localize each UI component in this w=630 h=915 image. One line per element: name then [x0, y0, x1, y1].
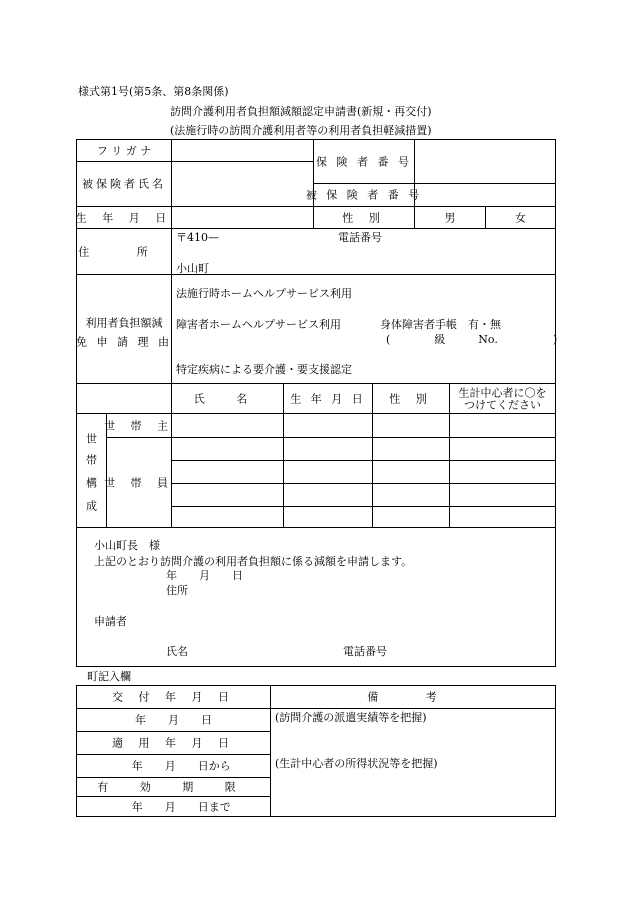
- birth-label: 生 年 月 日: [75, 211, 173, 224]
- applicant-label: 申請者: [94, 615, 127, 628]
- male-label: 男: [444, 211, 456, 224]
- insurer-no-label: 保 険 者 番 号: [316, 155, 412, 168]
- household-head-label-cell: [106, 413, 172, 438]
- household-col-sex: [372, 383, 450, 414]
- remark-1: (訪問介護の派遣実績等を把握): [275, 711, 427, 724]
- postal-code: 〒410—: [176, 231, 219, 244]
- household-mark-input[interactable]: [449, 437, 556, 461]
- household-sex-input[interactable]: [372, 483, 450, 507]
- applicant-address-label: 住所: [166, 584, 188, 597]
- issue-date-value: 年 月 日: [135, 713, 212, 727]
- household-col-mark: [449, 383, 556, 414]
- household-member-label: 世 帯 員: [104, 476, 174, 489]
- reason-item-2: 障害者ホームヘルプサービス利用: [176, 318, 341, 331]
- household-head-label: 世 帯 主: [104, 419, 174, 432]
- household-mark-input[interactable]: [449, 483, 556, 507]
- household-col-name-label: 氏 名: [193, 392, 262, 405]
- household-name-input[interactable]: [171, 506, 284, 528]
- validity-label: 有 効 期 限: [97, 780, 250, 794]
- reason-item-3: 特定疾病による要介護・要支援認定: [176, 363, 352, 376]
- sex-label-cell: [313, 206, 415, 229]
- insured-no-label-cell: [305, 183, 423, 207]
- household-section-label: [76, 413, 107, 528]
- reason-label-line2: 免 申 請 理 由: [76, 335, 172, 349]
- household-name-input[interactable]: [171, 413, 284, 438]
- household-char-3: 構: [86, 476, 97, 490]
- remarks-label-cell: [270, 685, 556, 709]
- household-mark-input[interactable]: [449, 506, 556, 528]
- household-char-4: 成: [86, 499, 97, 513]
- declaration-box: [76, 527, 556, 667]
- validity-value-cell[interactable]: [76, 796, 271, 817]
- issue-date-label-cell: [76, 685, 271, 709]
- disability-card: 身体障害者手帳 有・無: [380, 318, 501, 331]
- addressee: 小山町長 様: [94, 539, 160, 552]
- office-section-title: 町記入欄: [87, 670, 131, 683]
- household-name-input[interactable]: [171, 483, 284, 507]
- household-col-mark-line1: 生計中心者に〇を: [458, 386, 547, 400]
- issue-date-value-cell[interactable]: [76, 708, 271, 732]
- birth-input[interactable]: [171, 206, 314, 229]
- address-input[interactable]: [171, 228, 556, 275]
- household-sex-input[interactable]: [372, 413, 450, 438]
- household-col-mark-line2: つけてください: [464, 398, 541, 412]
- reason-label-cell: [76, 274, 172, 384]
- validity-label-cell: [76, 777, 271, 797]
- household-sex-input[interactable]: [372, 506, 450, 528]
- reason-label-line1: 利用者負担額減: [85, 316, 163, 330]
- phone-label: 電話番号: [338, 231, 382, 244]
- insured-no-input[interactable]: [414, 183, 556, 207]
- household-member-label-cell: [106, 437, 172, 528]
- household-sex-input[interactable]: [372, 460, 450, 484]
- household-char-1: 世: [86, 432, 97, 446]
- furigana-label-cell: [76, 139, 172, 162]
- household-col-sex-label: 性 別: [389, 392, 433, 405]
- disability-grade: ( 級 No. ): [386, 333, 558, 346]
- remark-2: (生計中心者の所得状況等を把握): [275, 757, 438, 770]
- sex-label: 性 別: [342, 211, 386, 224]
- insured-name-label-cell: [76, 161, 172, 207]
- sex-male-option[interactable]: [414, 206, 486, 229]
- household-birth-input[interactable]: [283, 413, 373, 438]
- birth-label-cell: [76, 206, 172, 229]
- furigana-label: フ リ ガ ナ: [96, 144, 152, 157]
- insurer-no-label-cell: [313, 139, 415, 184]
- insured-name-input[interactable]: [171, 161, 314, 207]
- address-label: 住 所: [78, 245, 170, 258]
- household-col-birth-label: 生 年 月 日: [290, 392, 366, 405]
- household-mark-input[interactable]: [449, 413, 556, 438]
- household-header-blank: [76, 383, 172, 414]
- applicant-phone-label: 電話番号: [343, 645, 387, 658]
- household-sex-input[interactable]: [372, 437, 450, 461]
- application-date[interactable]: 年 月 日: [166, 569, 243, 582]
- form-number: 様式第1号(第5条、第8条関係): [78, 85, 229, 98]
- declaration-statement: 上記のとおり訪問介護の利用者負担額に係る減額を申請します。: [94, 555, 413, 568]
- apply-date-value-cell[interactable]: [76, 754, 271, 778]
- remarks-body[interactable]: [270, 708, 556, 817]
- household-birth-input[interactable]: [283, 506, 373, 528]
- issue-date-label: 交 付 年 月 日: [112, 690, 235, 704]
- apply-date-value: 年 月 日から: [131, 759, 231, 773]
- household-birth-input[interactable]: [283, 437, 373, 461]
- insured-name-label: 被保険者氏名: [82, 177, 166, 191]
- insurer-no-input[interactable]: [414, 139, 556, 184]
- household-name-input[interactable]: [171, 437, 284, 461]
- apply-date-label: 適 用 年 月 日: [112, 736, 235, 750]
- address-label-cell: [76, 228, 172, 275]
- household-col-birth: [283, 383, 373, 414]
- household-mark-input[interactable]: [449, 460, 556, 484]
- household-birth-input[interactable]: [283, 483, 373, 507]
- town-name: 小山町: [176, 262, 209, 275]
- household-name-input[interactable]: [171, 460, 284, 484]
- household-char-2: 帯: [86, 453, 97, 467]
- remarks-label: 備 考: [367, 690, 459, 704]
- household-birth-input[interactable]: [283, 460, 373, 484]
- applicant-name-label: 氏名: [166, 645, 188, 658]
- furigana-input[interactable]: [171, 139, 314, 162]
- sex-female-option[interactable]: [485, 206, 556, 229]
- household-col-name: [171, 383, 284, 414]
- insured-no-label: 被 保 険 者 番 号: [305, 188, 423, 202]
- reason-item-1: 法施行時ホームヘルプサービス利用: [176, 287, 352, 300]
- validity-value: 年 月 日まで: [131, 800, 231, 813]
- form-title: 訪問介護利用者負担額減額認定申請書(新規・再交付): [170, 105, 432, 118]
- form-subtitle: (法施行時の訪問介護利用者等の利用者負担軽減措置): [170, 124, 432, 137]
- female-label: 女: [515, 211, 526, 224]
- reason-input[interactable]: [171, 274, 556, 384]
- apply-date-label-cell: [76, 731, 271, 755]
